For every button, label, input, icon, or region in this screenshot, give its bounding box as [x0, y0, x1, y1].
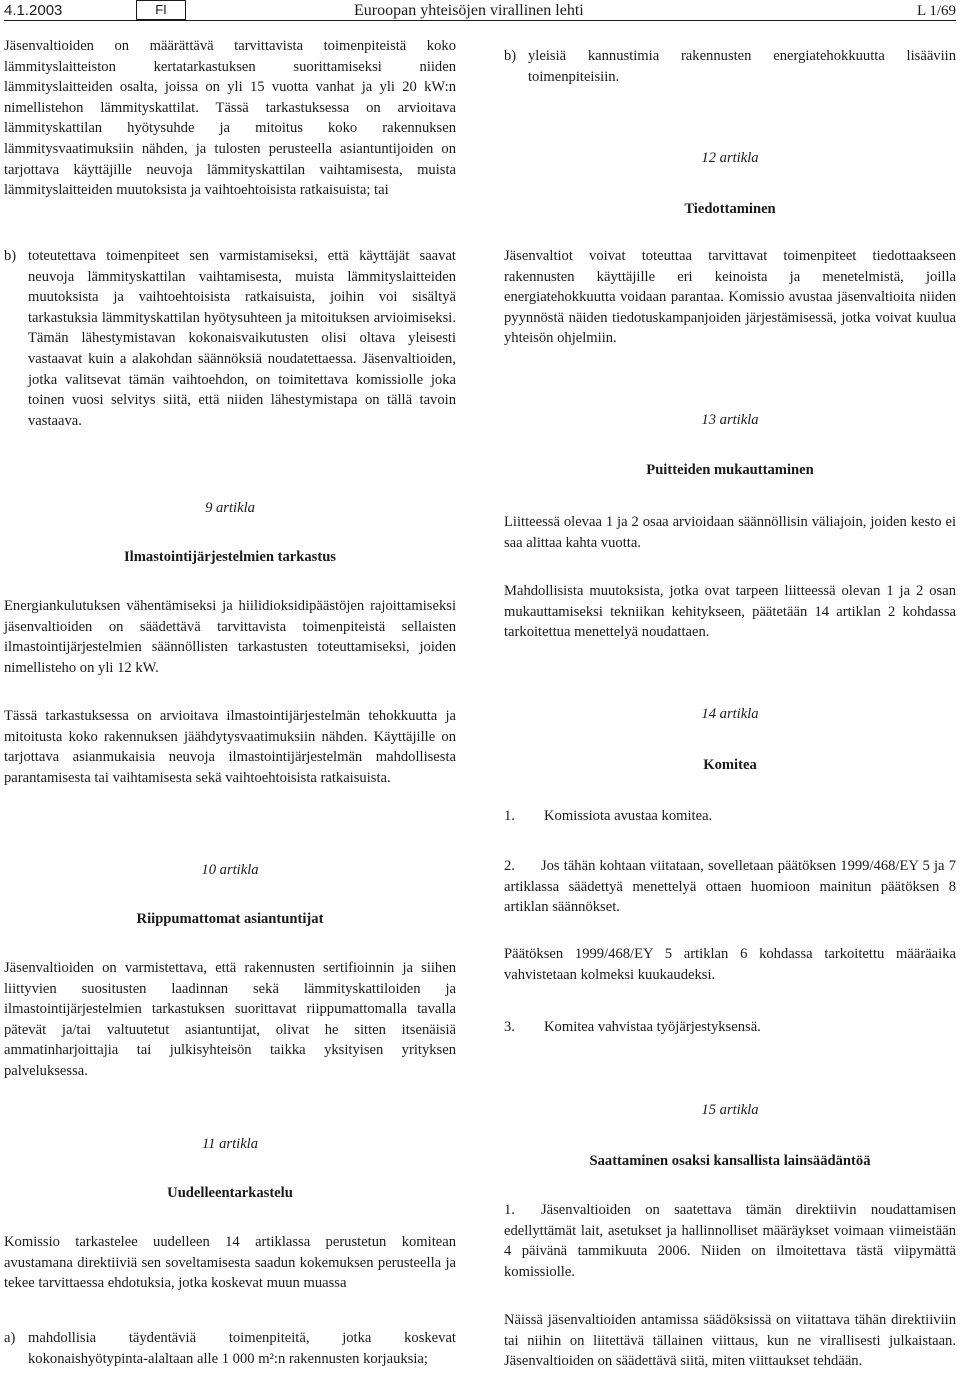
item-number: 1.	[504, 808, 515, 824]
article-13-paragraph-1: Liitteessä olevaa 1 ja 2 osaa arvioidaan säännöllisin väliajoin, joiden kesto ei saa alittaa kahta vuotta.	[504, 514, 956, 551]
article-15-title: Saattaminen osaksi kansallista lainsäädäntöä	[589, 1153, 871, 1169]
article-14-item-2	[504, 856, 956, 918]
list-item-b	[4, 246, 456, 431]
article-14-number: 14 artikla	[701, 706, 759, 722]
article-11-number: 11 artikla	[201, 1136, 259, 1152]
left-column	[4, 36, 456, 1393]
article-9-number: 9 artikla	[205, 500, 255, 516]
article-11-title: Uudelleentarkastelu	[167, 1185, 293, 1201]
list-item-a	[4, 1328, 456, 1369]
article-10-title: Riippumattomat asiantuntijat	[136, 911, 324, 927]
item-number: 2.	[504, 858, 515, 874]
article-13-number: 13 artikla	[701, 412, 759, 428]
item-number: 3.	[504, 1019, 515, 1035]
item-text: Komissiota avustaa komitea.	[544, 808, 713, 824]
article-13-title: Puitteiden mukauttaminen	[646, 462, 814, 478]
list-item-b	[504, 46, 956, 87]
page-header	[4, 0, 956, 22]
article-14-item-3	[504, 1017, 956, 1038]
item-number: 1.	[504, 1202, 515, 1218]
article-10-number: 10 artikla	[201, 862, 259, 878]
article-12-paragraph: Jäsenvaltiot voivat toteuttaa tarvittavat toimenpiteet tiedottaakseen rakennusten käyttäjille eri keinoista ja menetelmistä, joilla energiatehokkuutta voidaan parantaa. Komissio avustaa jäsenvaltioita niiden pyynnöstä näiden tiedotuskampanjoiden järjestämisessä, jotka voivat kuulua yhteisön ohjelmiin.	[504, 248, 956, 347]
list-text: toteutettava toimenpiteet sen varmistamiseksi, että käyttäjät saavat neuvoja lämmityskattilan vaihtamisesta, muista lämmityslaitteiden muutoksista ja vaihtoehtoisista ratkaisuista, joihin voi sisältyä tarkastuksia lämmityskattilan hyötysuhteen ja mitoituksen arvioimiseksi. Tämän lähestymistavan kokonaisvaikutusten olisi oltava yleisesti vastaavat kuin a alakohdan säännöksiä noudatettaessa. Jäsenvaltioiden, jotka valitsevat tämän vaihtoehdon, on toimitettava komissiolle joka toinen vuosi selvitys siitä, että niiden lähestymistapa on tällä tavoin vastaava.	[28, 248, 456, 429]
article-15-number: 15 artikla	[701, 1102, 759, 1118]
list-label: a)	[4, 1330, 16, 1346]
page-number: L 1/69	[916, 3, 956, 19]
list-text: mahdollisia täydentäviä toimenpiteitä, jotka koskevat kokonaishyötypinta-alaltaan alle 1 000 m²:n rakennusten korjauksia;	[28, 1330, 456, 1367]
article-13-paragraph-2: Mahdollisista muutoksista, jotka ovat tarpeen liitteessä olevan 1 ja 2 osan mukauttamiseksi tekniikan kehitykseen, päätetään 14 artiklan 2 kohdassa tarkoitettua menettelyä noudattaen.	[504, 583, 956, 641]
article-12-number: 12 artikla	[701, 150, 759, 166]
article-15-paragraph-2: Näissä jäsenvaltioiden antamissa säädöksissä on viitattava tähän direktiiviin tai niihin on liitettävä tällainen viittaus, kun ne virallisesti julkaistaan. Jäsenvaltioiden on säädettävä siitä, miten viittaukset tehdään.	[504, 1312, 956, 1370]
article-14-item-1	[504, 806, 956, 827]
item-text: Jos tähän kohtaan viitataan, sovelletaan päätöksen 1999/468/EY 5 ja 7 artiklassa säädettyä menettelyä ottaen huomioon mainitun päätöksen 8 artiklan säännökset.	[504, 858, 956, 916]
article-11-paragraph: Komissio tarkastelee uudelleen 14 artiklassa perustetun komitean avustamana direktiiviä sen soveltamisesta saadun kokemuksen perusteella ja tekee tarvittaessa ehdotuksia, jotka koskevat muun muassa	[4, 1234, 456, 1292]
article-10-paragraph: Jäsenvaltioiden on varmistettava, että rakennusten sertifioinnin ja siihen liittyvien suositusten laadinnan sekä lämmityskattiloiden ja ilmastointijärjestelmien tarkastuksen suorittavat riippumattomalla tavalla pätevät ja/tai valtuutetut asiantuntijat, olivat he sitten itsenäisiä ammatinharjoittajia tai julkisyhteisön taikka yksityisen yrityksen palveluksessa.	[4, 960, 456, 1079]
header-rule	[4, 20, 956, 21]
list-label: b)	[504, 48, 517, 64]
journal-title: Euroopan yhteisöjen virallinen lehti	[354, 2, 584, 19]
article-9-paragraph-1: Energiankulutuksen vähentämiseksi ja hiilidioksidipäästöjen rajoittamiseksi jäsenvaltioiden on säädettävä tarvittavista toimenpiteistä sellaisten ilmastointijärjestelmien säännöllisten tarkastusten toteuttamiseksi, joiden nimellisteho on yli 12 kW.	[4, 598, 456, 676]
article-12-title: Tiedottaminen	[684, 201, 776, 217]
list-text: yleisiä kannustimia rakennusten energiatehokkuutta lisääviin toimenpiteisiin.	[528, 48, 956, 85]
item-text: Komitea vahvistaa työjärjestyksensä.	[544, 1019, 761, 1035]
list-label: b)	[4, 248, 17, 264]
article-9-title: Ilmastointijärjestelmien tarkastus	[124, 549, 336, 565]
article-14-title: Komitea	[703, 757, 757, 773]
right-column	[504, 36, 956, 1393]
language-badge: FI	[136, 0, 186, 20]
intro-paragraph: Jäsenvaltioiden on määrättävä tarvittavista toimenpiteistä koko lämmityslaitteiston kertatarkastuksen suorittamiseksi niiden lämmityslaitteiden osalta, joissa on yli 15 vuotta vanhat ja yli 20 kW:n nimellistehon lämmityskattilat. Tässä tarkastuksessa on arvioitava lämmityskattilan hyötysuhde ja mitoitus koko rakennuksen lämmitysvaatimuksiin nähden, ja tulosten perusteella asiantuntijoiden on tarjottava käyttäjille neuvoja lämmityskattilan vaihtamisesta, muista lämmityslaitteiden muutoksista ja vaihtoehtoisista ratkaisuista; tai	[4, 38, 456, 199]
article-9-paragraph-2: Tässä tarkastuksessa on arvioitava ilmastointijärjestelmän tehokkuutta ja mitoitusta koko rakennuksen jäähdytysvaatimuksiin nähden. Käyttäjille on tarjottava asianmukaisia neuvoja ilmastointijärjestelmän mahdollisesta parantamisesta tai vaihtamisesta sekä vaihtoehtoisista ratkaisuista.	[4, 708, 456, 786]
article-14-item-2-paragraph-2: Päätöksen 1999/468/EY 5 artiklan 6 kohdassa tarkoitettu määräaika vahvistetaan kolmeksi kuukaudeksi.	[504, 946, 956, 983]
article-15-item-1	[504, 1200, 956, 1282]
issue-date: 4.1.2003	[4, 2, 63, 19]
item-text: Jäsenvaltioiden on saatettava tämän direktiivin noudattamisen edellyttämät lait, asetukset ja hallinnolliset määräykset voimaan viimeistään 4 päivänä tammikuuta 2006. Niiden on ilmoitettava tästä viipymättä komissiolle.	[504, 1202, 956, 1280]
